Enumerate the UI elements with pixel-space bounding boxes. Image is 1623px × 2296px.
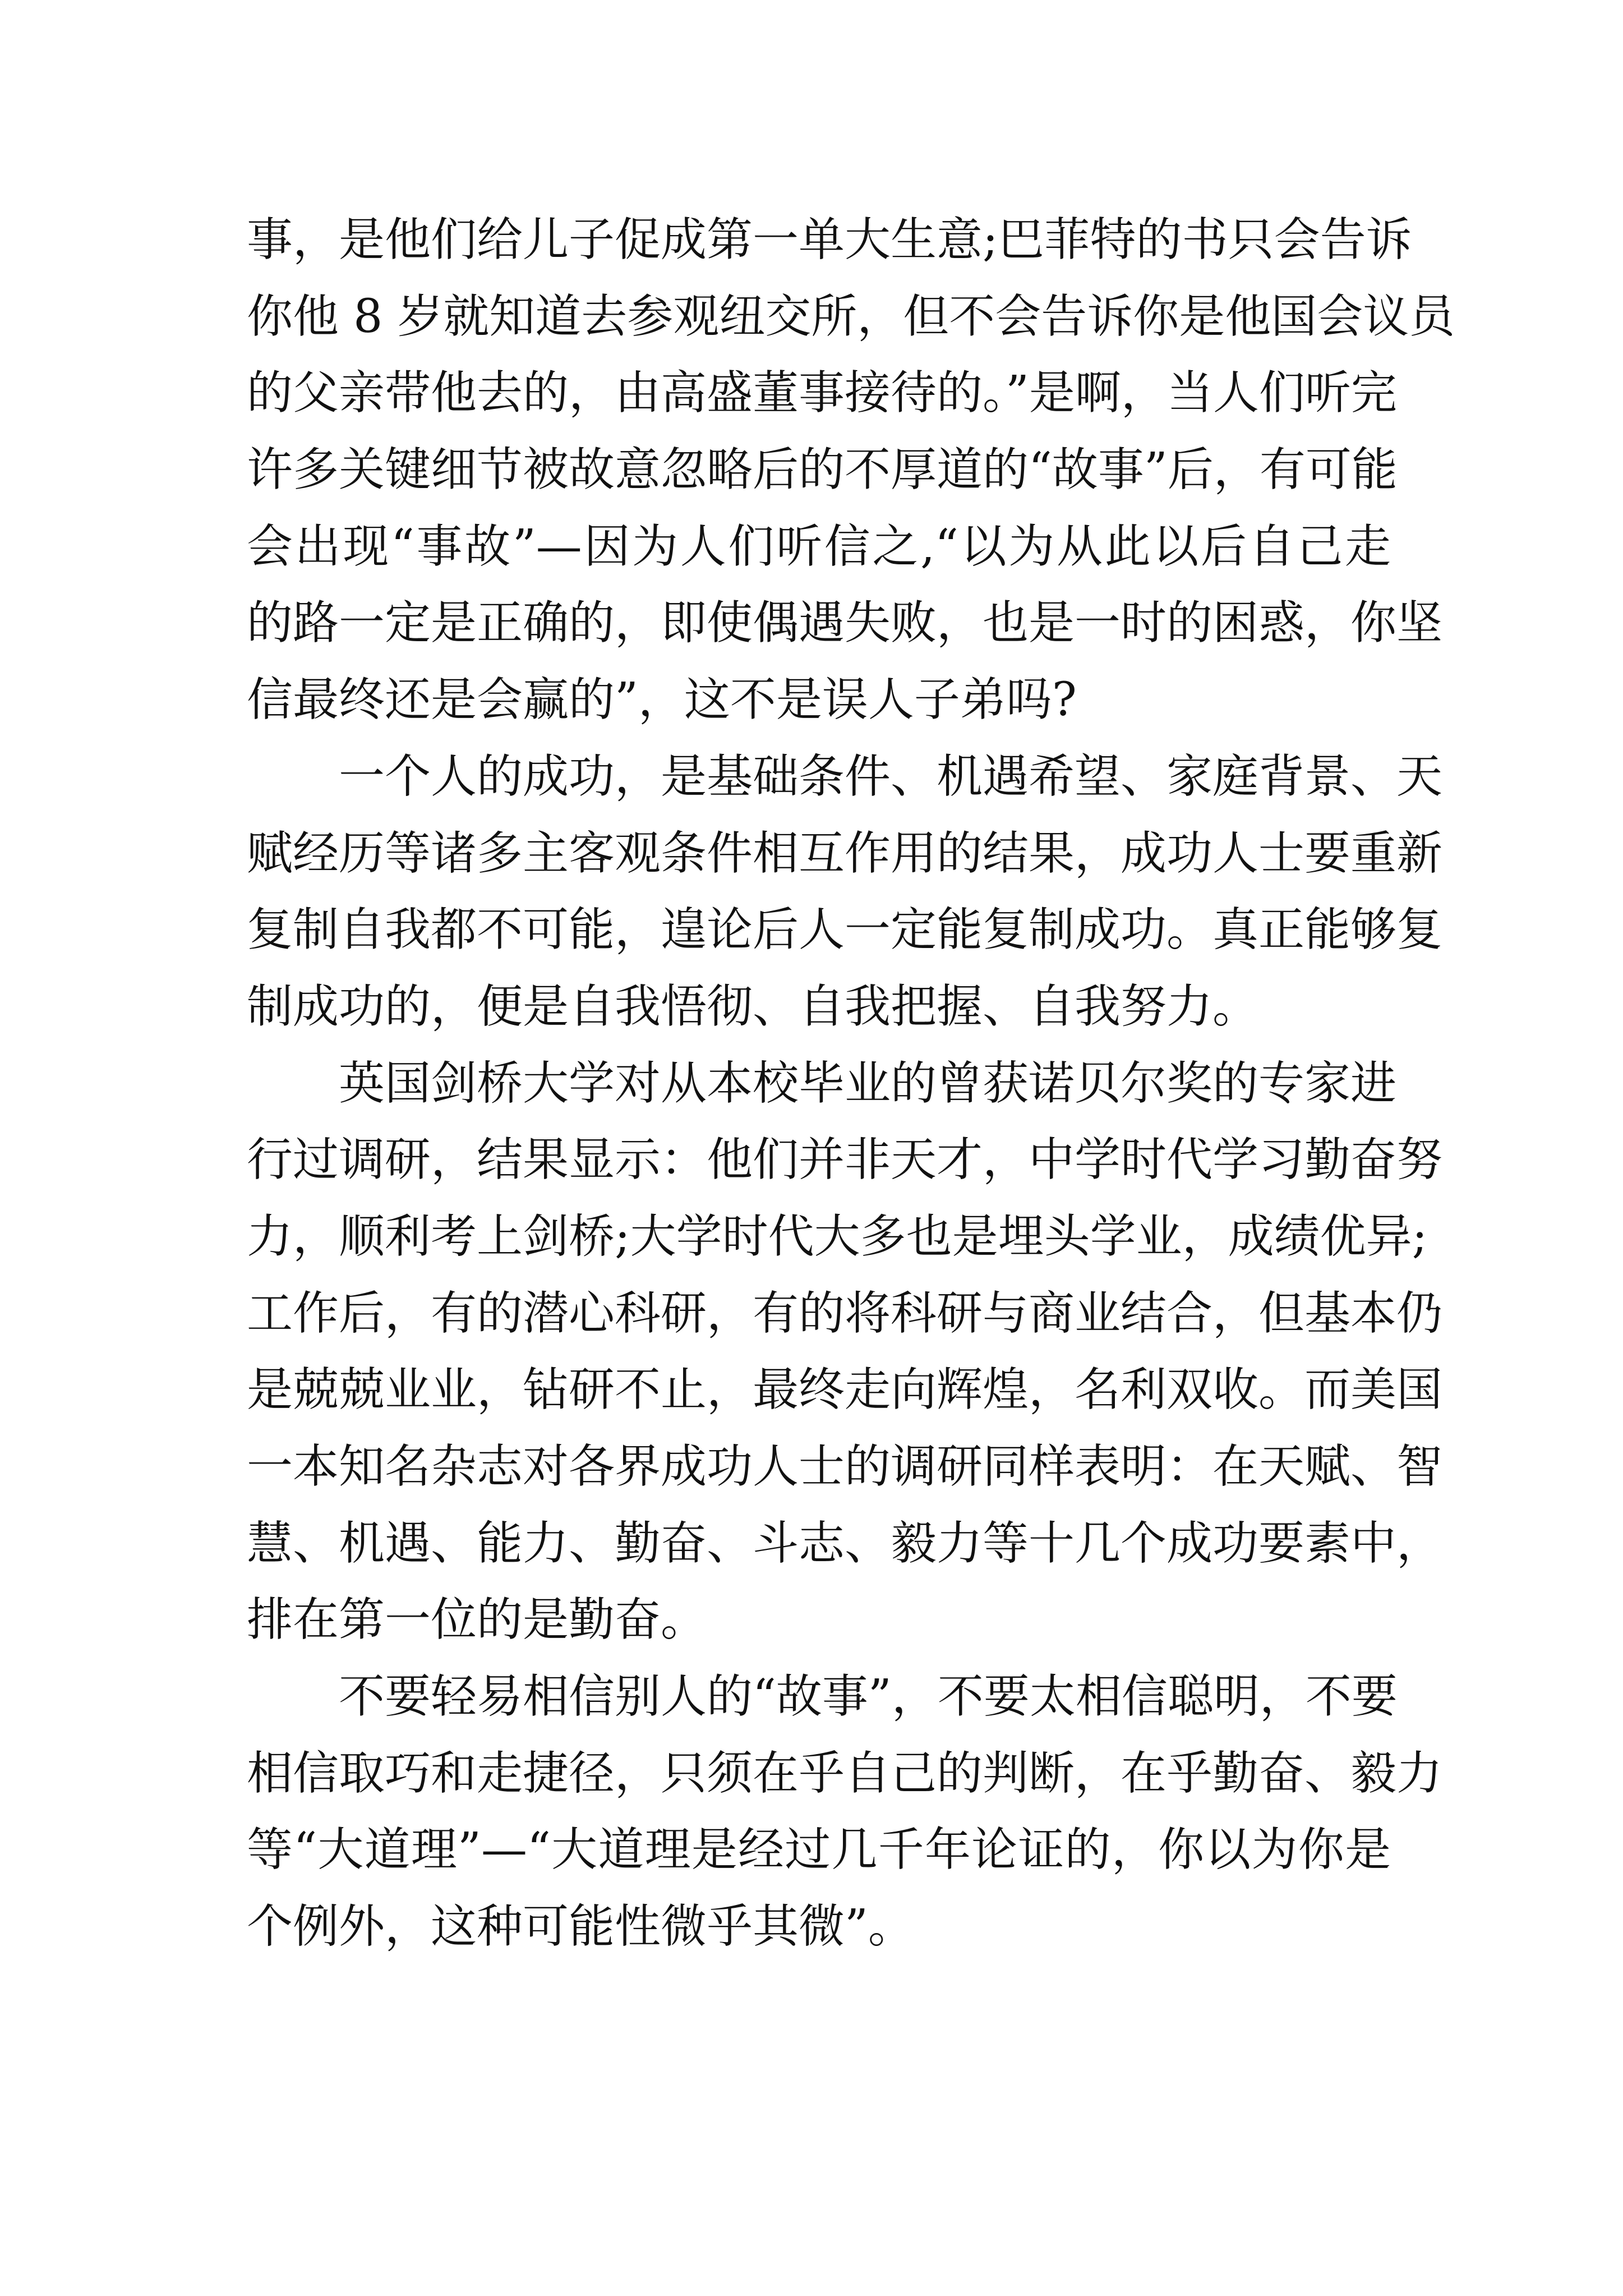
document-body	[247, 202, 1455, 1966]
paragraph-line: 会出现“事故”—因为人们听信之,“以为从此以后自己走	[247, 519, 1391, 573]
paragraph-line: 一本知名杂志对各界成功人士的调研同样表明：在天赋、智	[247, 1440, 1443, 1493]
paragraph-line: 信最终还是会赢的”，这不是误人子弟吗?	[247, 673, 1077, 727]
paragraph-line: 赋经历等诸多主客观条件相互作用的结果，成功人士要重新	[247, 826, 1443, 880]
paragraph-line: 事，是他们给儿子促成第一单大生意;巴菲特的书只会告诉	[247, 213, 1412, 266]
paragraph-line: 一个人的成功，是基础条件、机遇希望、家庭背景、天	[339, 749, 1443, 803]
paragraph-line: 制成功的，便是自我悟彻、自我把握、自我努力。	[247, 979, 1259, 1033]
paragraph-line: 英国剑桥大学对从本校毕业的曾获诺贝尔奖的专家进	[339, 1056, 1397, 1110]
paragraph-line: 工作后，有的潜心科研，有的将科研与商业结合，但基本仍	[247, 1286, 1443, 1340]
paragraph-line: 相信取巧和走捷径，只须在乎自己的判断，在乎勤奋、毅力	[247, 1746, 1443, 1800]
paragraph-line: 不要轻易相信别人的“故事”，不要太相信聪明，不要	[339, 1670, 1398, 1724]
paragraph-line: 慧、机遇、能力、勤奋、斗志、毅力等十几个成功要素中，	[247, 1516, 1443, 1570]
paragraph-line: 许多关键细节被故意忽略后的不厚道的“故事”后，有可能	[247, 443, 1398, 497]
paragraph-line: 排在第一位的是勤奋。	[247, 1593, 707, 1647]
paragraph-line: 的路一定是正确的，即使偶遇失败，也是一时的困惑，你坚	[247, 596, 1443, 650]
paragraph-line: 个例外，这种可能性微乎其微”。	[247, 1900, 914, 1954]
paragraph-line: 你他 8 岁就知道去参观纽交所，但不会告诉你是他国会议员	[247, 289, 1455, 343]
paragraph-line: 力，顺利考上剑桥;大学时代大多也是埋头学业，成绩优异;	[247, 1209, 1428, 1263]
paragraph-line: 的父亲带他去的，由高盛董事接待的。”是啊，当人们听完	[247, 366, 1397, 420]
paragraph-line: 等“大道理”—“大道理是经过几千年论证的，你以为你是	[247, 1823, 1391, 1877]
paragraph-line: 复制自我都不可能，遑论后人一定能复制成功。真正能够复	[247, 903, 1443, 957]
paragraph-line: 行过调研，结果显示：他们并非天才，中学时代学习勤奋努	[247, 1133, 1443, 1187]
paragraph-line: 是兢兢业业，钻研不止，最终走向辉煌，名利双收。而美国	[247, 1363, 1443, 1417]
